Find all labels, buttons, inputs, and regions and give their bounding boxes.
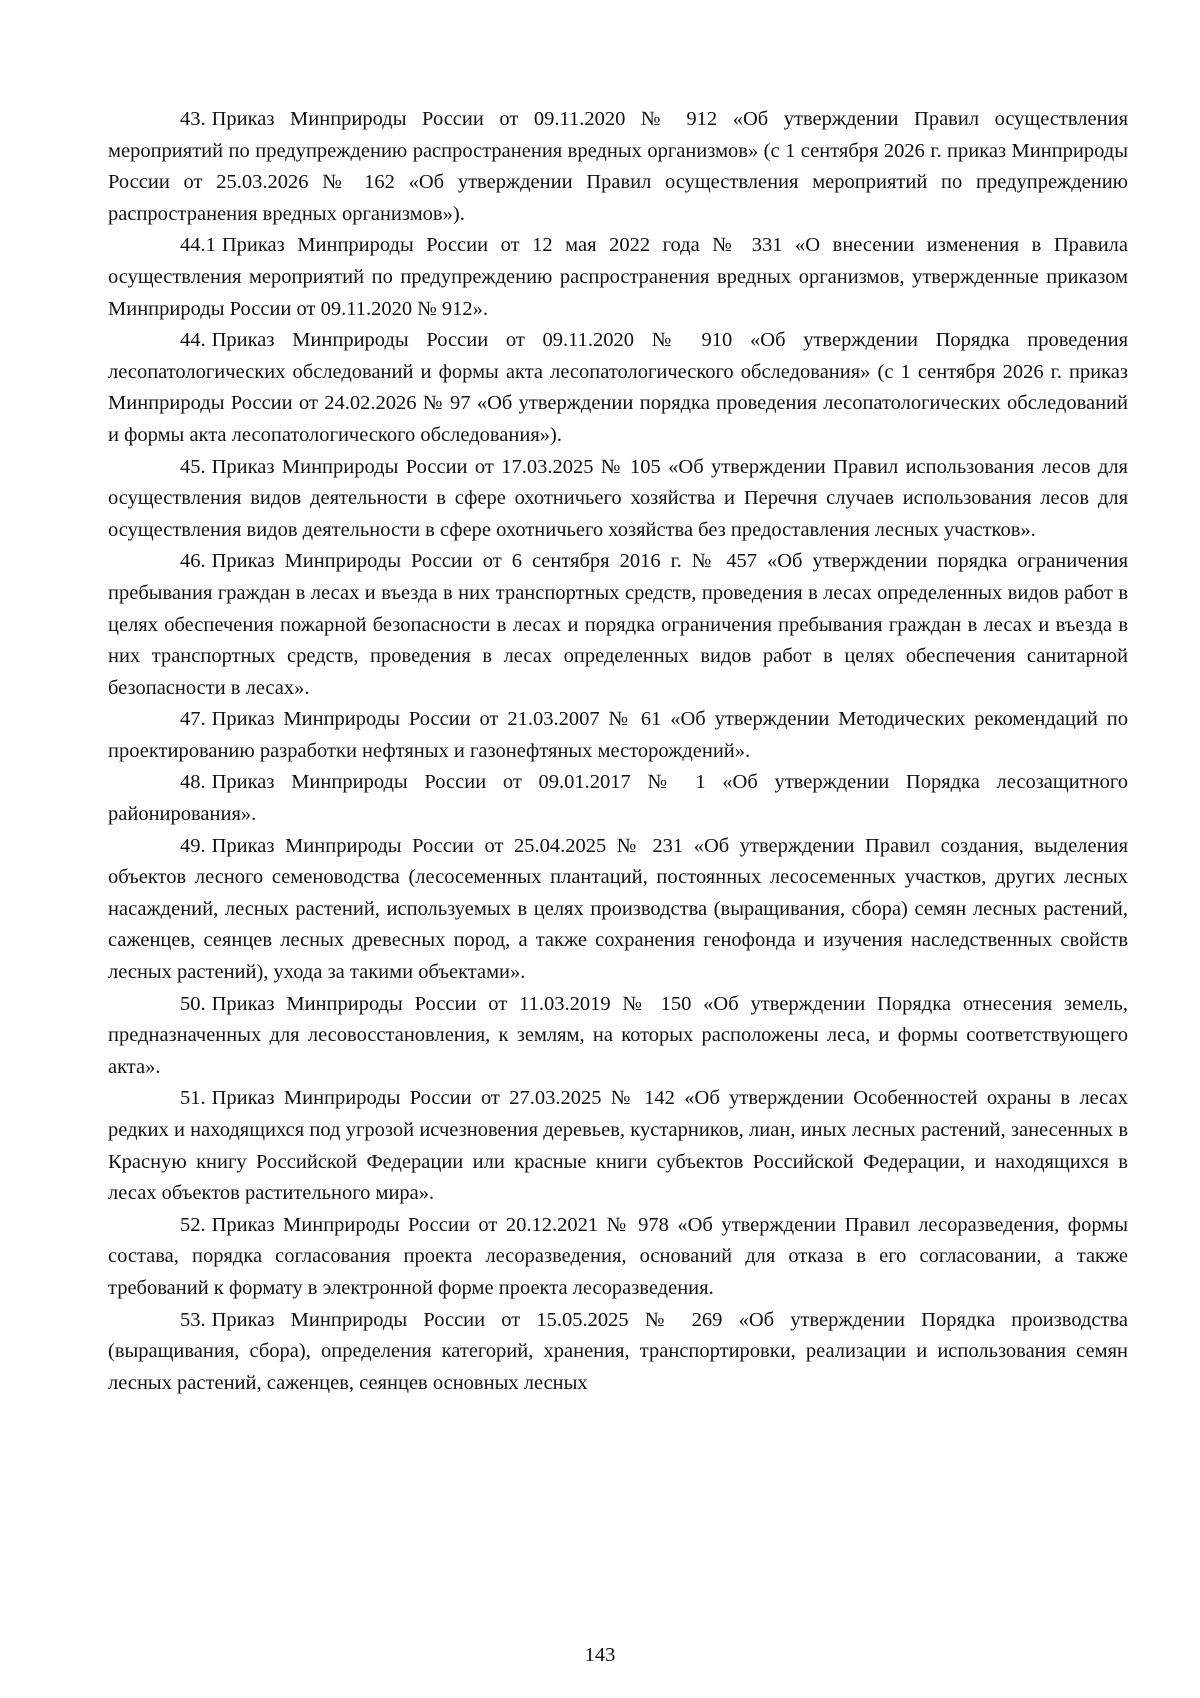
item-number: 53.	[180, 1308, 206, 1331]
list-item	[108, 104, 1128, 230]
item-text: Приказ Минприроды России от 11.03.2019 № 150 «Об утверждении Порядка отнесения земель, предназначенных для лесовосстановления, к землям, на которых расположены леса, и формы соответствующего акта».	[108, 992, 1128, 1078]
item-text: Приказ Минприроды России от 17.03.2025 № 105 «Об утверждении Правил использования лесов для осуществления видов деятельности в сфере охотничьего хозяйства и Перечня случаев использования лесов для осуществления видов деятельности в сфере охотничьего хозяйства без предоставления лесных участков».	[108, 455, 1128, 541]
item-number: 47.	[180, 708, 206, 731]
item-number: 49.	[180, 834, 206, 857]
item-text: Приказ Минприроды России от 21.03.2007 № 61 «Об утверждении Методических рекомендаций по проектированию разработки нефтяных и газонефтяных месторождений».	[108, 708, 1128, 762]
document-body	[108, 104, 1128, 1399]
item-number: 48.	[180, 771, 206, 794]
list-item	[108, 1083, 1128, 1209]
item-text: Приказ Минприроды России от 12 мая 2022 года № 331 «О внесении изменения в Правила осуществления мероприятий по предупреждению распространения вредных организмов, утвержденные приказом Минприроды России от 09.11.2020 № 912».	[108, 234, 1128, 320]
item-text: Приказ Минприроды России от 25.04.2025 № 231 «Об утверждении Правил создания, выделения объектов лесного семеноводства (лесосеменных плантаций, постоянных лесосеменных участков, других лесных насаждений, лесных растений, используемых в целях производства (выращивания, сбора) семян лесных растений, саженцев, сеянцев лесных древесных пород, а также сохранения генофонда и изучения наследственных свойств лесных растений), ухода за такими объектами».	[108, 834, 1128, 984]
list-item	[108, 1305, 1128, 1400]
item-number: 45.	[180, 455, 206, 478]
list-item	[108, 452, 1128, 547]
item-text: Приказ Минприроды России от 15.05.2025 № 269 «Об утверждении Порядка производства (выращивания, сбора), определения категорий, хранения, транспортировки, реализации и использования семян лесных растений, саженцев, сеянцев основных лесных	[108, 1308, 1128, 1394]
item-text: Приказ Минприроды России от 09.01.2017 № 1 «Об утверждении Порядка лесозащитного районирования».	[108, 771, 1128, 826]
item-text: Приказ Минприроды России от 20.12.2021 № 978 «Об утверждении Правил лесоразведения, формы состава, порядка согласования проекта лесоразведения, оснований для отказа в его согласовании, а также требований к формату в электронной форме проекта лесоразведения.	[108, 1213, 1128, 1299]
page-number: 143	[584, 1644, 616, 1666]
list-item	[108, 831, 1128, 989]
list-item	[108, 325, 1128, 451]
item-text: Приказ Минприроды России от 09.11.2020 № 910 «Об утверждении Порядка проведения лесопатологических обследований и формы акта лесопатологического обследования» (с 1 сентября 2026 г. приказ Минприроды России от 24.02.2026 № 97 «Об утверждении порядка проведения лесопатологических обследований и формы акта лесопатологического обследования»).	[108, 329, 1128, 446]
item-number: 50.	[180, 992, 206, 1015]
list-item	[108, 704, 1128, 767]
list-item	[108, 1210, 1128, 1305]
item-number: 43.	[180, 108, 206, 130]
item-text: Приказ Минприроды России от 6 сентября 2016 г. № 457 «Об утверждении порядка ограничения пребывания граждан в лесах и въезда в них транспортных средств, проведения в лесах определенных видов работ в целях обеспечения пожарной безопасности в лесах и порядка ограничения пребывания граждан в лесах и въезда в них транспортных средств, проведения в лесах определенных видов работ в целях обеспечения санитарной безопасности в лесах».	[108, 550, 1128, 699]
item-number: 44.1	[180, 234, 216, 257]
item-number: 46.	[180, 550, 206, 573]
item-number: 51.	[180, 1087, 206, 1110]
list-item	[108, 989, 1128, 1084]
item-number: 44.	[180, 329, 206, 352]
item-number: 52.	[180, 1213, 206, 1236]
list-item	[108, 230, 1128, 325]
item-text: Приказ Минприроды России от 09.11.2020 № 912 «Об утверждении Правил осуществления мероприятий по предупреждению распространения вредных организмов» (с 1 сентября 2026 г. приказ Минприроды России от 25.03.2026 № 162 «Об утверждении Правил осуществления мероприятий по предупреждению распространения вредных организмов»).	[108, 108, 1128, 225]
list-item	[108, 546, 1128, 704]
item-text: Приказ Минприроды России от 27.03.2025 № 142 «Об утверждении Особенностей охраны в лесах редких и находящихся под угрозой исчезновения деревьев, кустарников, лиан, иных лесных растений, занесенных в Красную книгу Российской Федерации или красные книги субъектов Российской Федерации, и находящихся в лесах объектов растительного мира».	[108, 1087, 1128, 1205]
list-item	[108, 767, 1128, 830]
